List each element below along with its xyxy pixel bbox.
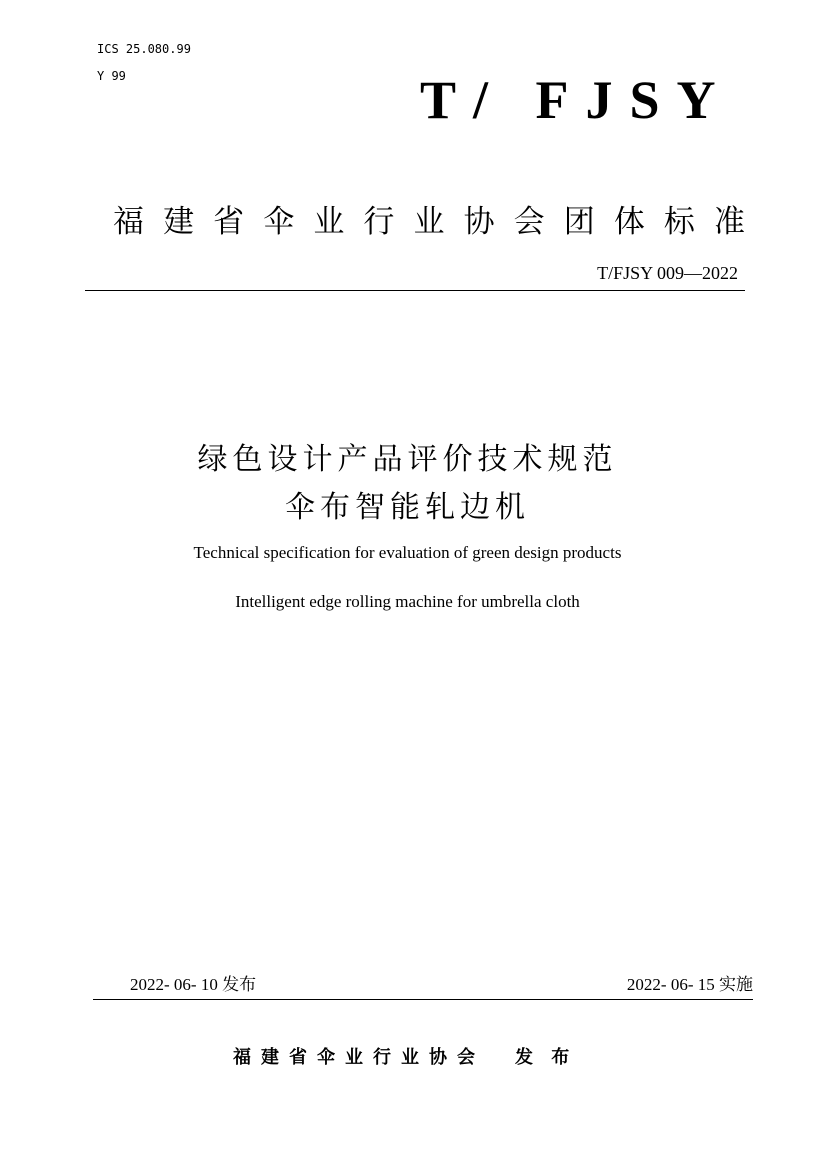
bottom-divider (93, 999, 753, 1000)
classification-code: Y 99 (97, 69, 126, 83)
standard-mark: T/ FJSY (420, 70, 733, 130)
title-english-line-2: Intelligent edge rolling machine for umbrella cloth (235, 592, 580, 611)
publisher-name: 福建省伞业行业协会 (233, 1047, 485, 1068)
standard-number: T/FJSY 009—2022 (597, 263, 738, 283)
title-chinese-line-1: 绿色设计产品评价技术规范 (197, 442, 618, 477)
implementation-date: 2022- 06- 15 实施 (626, 975, 753, 994)
title-chinese-line-2: 伞布智能轧边机 (285, 490, 530, 525)
ics-code: ICS 25.080.99 (97, 42, 191, 56)
org-standard-title: 福 建 省 伞 业 行 业 协 会 团 体 标 准 (113, 204, 745, 240)
publisher-action: 发 布 (515, 1047, 576, 1068)
publish-date: 2022- 06- 10 发布 (130, 975, 257, 994)
top-divider (85, 290, 745, 291)
title-english-line-1: Technical specification for evaluation of green design products (193, 543, 622, 562)
